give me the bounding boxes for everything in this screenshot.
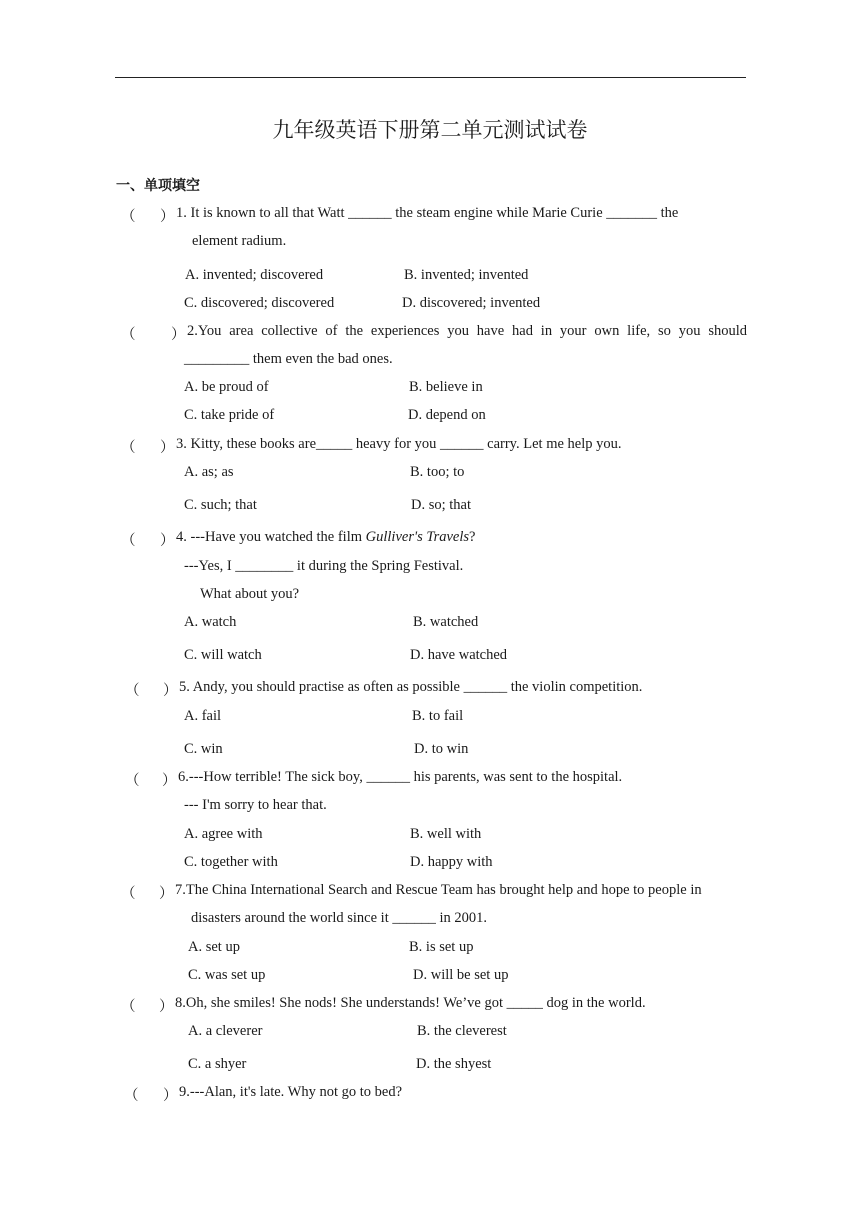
option-b: B. believe in [409, 379, 483, 395]
option-d: D. depend on [408, 407, 486, 423]
film-title: Gulliver's Travels [365, 529, 470, 545]
question-4-line-3: What about you? [200, 586, 300, 602]
option-a: A. invented; discovered [185, 267, 324, 283]
option-c: C. was set up [188, 967, 266, 983]
option-d: D. discovered; invented [402, 295, 541, 311]
question-7-line-1: 7.The China International Search and Rescue Team has brought help and hope to people in [175, 882, 702, 898]
answer-paren-open: （ [121, 209, 136, 225]
option-c: C. discovered; discovered [184, 295, 335, 311]
question-1-line-1: 1. It is known to all that Watt ______ the steam engine while Marie Curie _______ the [176, 205, 679, 221]
answer-paren-open: （ [121, 886, 136, 902]
answer-paren-open: （ [121, 327, 136, 343]
answer-paren-close: ） [160, 533, 175, 549]
answer-paren-open: （ [121, 533, 136, 549]
answer-paren-close: ） [162, 773, 177, 789]
question-7-line-2: disasters around the world since it ______ in 2001. [191, 910, 487, 926]
option-d: D. the shyest [416, 1056, 492, 1072]
option-c: C. a shyer [188, 1056, 247, 1072]
answer-paren-close: ） [163, 1088, 178, 1104]
question-4-text: 4. ---Have you watched the film [176, 529, 366, 545]
option-a: A. fail [184, 708, 222, 724]
question-2-line-2: _________ them even the bad ones. [184, 351, 393, 367]
answer-paren-open: （ [125, 683, 140, 699]
option-c: C. will watch [184, 647, 262, 663]
answer-paren-open: （ [124, 1088, 139, 1104]
option-b: B. invented; invented [404, 267, 529, 283]
answer-paren-open: （ [121, 999, 136, 1015]
question-6-line-2: --- I'm sorry to hear that. [184, 797, 327, 813]
option-c: C. take pride of [184, 407, 275, 423]
option-a: A. as; as [184, 464, 234, 480]
question-4-line-1 [176, 529, 475, 546]
answer-paren-close: ） [160, 440, 175, 456]
option-d: D. happy with [410, 854, 493, 870]
option-c: C. together with [184, 854, 278, 870]
question-mark: ? [469, 529, 476, 545]
option-d: D. have watched [410, 647, 508, 663]
question-6-line-1: 6.---How terrible! The sick boy, ______ his parents, was sent to the hospital. [178, 769, 623, 785]
section-heading: 一、单项填空 [116, 178, 200, 194]
option-c: C. win [184, 741, 223, 757]
option-b: B. is set up [409, 939, 474, 955]
option-d: D. to win [414, 741, 469, 757]
answer-paren-close: ） [159, 886, 174, 902]
answer-paren-close: ） [159, 999, 174, 1015]
option-b: B. to fail [412, 708, 464, 724]
option-a: A. watch [184, 614, 237, 630]
answer-paren-close: ） [171, 327, 186, 343]
question-4-line-2: ---Yes, I ________ it during the Spring Festival. [184, 558, 464, 574]
option-a: A. a cleverer [188, 1023, 263, 1039]
option-d: D. will be set up [413, 967, 509, 983]
header-rule [115, 77, 746, 78]
question-5-line-1: 5. Andy, you should practise as often as possible ______ the violin competition. [179, 679, 643, 695]
option-a: A. set up [188, 939, 240, 955]
question-9-line-1: 9.---Alan, it's late. Why not go to bed? [179, 1084, 403, 1100]
question-2-line-1: 2.You area collective of the experiences you have had in your own life, so you should [187, 323, 747, 339]
option-b: B. too; to [410, 464, 465, 480]
option-b: B. watched [413, 614, 479, 630]
answer-paren-open: （ [125, 773, 140, 789]
option-a: A. be proud of [184, 379, 269, 395]
option-d: D. so; that [411, 497, 472, 513]
option-b: B. well with [410, 826, 482, 842]
question-1-line-2: element radium. [192, 233, 287, 249]
option-b: B. the cleverest [417, 1023, 507, 1039]
answer-paren-open: （ [121, 440, 136, 456]
option-c: C. such; that [184, 497, 257, 513]
option-a: A. agree with [184, 826, 263, 842]
question-3-line-1: 3. Kitty, these books are_____ heavy for you ______ carry. Let me help you. [176, 436, 622, 452]
answer-paren-close: ） [160, 209, 175, 225]
answer-paren-close: ） [163, 683, 178, 699]
page-title: 九年级英语下册第二单元测试试卷 [272, 118, 588, 142]
question-8-line-1: 8.Oh, she smiles! She nods! She understands! We’ve got _____ dog in the world. [175, 995, 646, 1011]
